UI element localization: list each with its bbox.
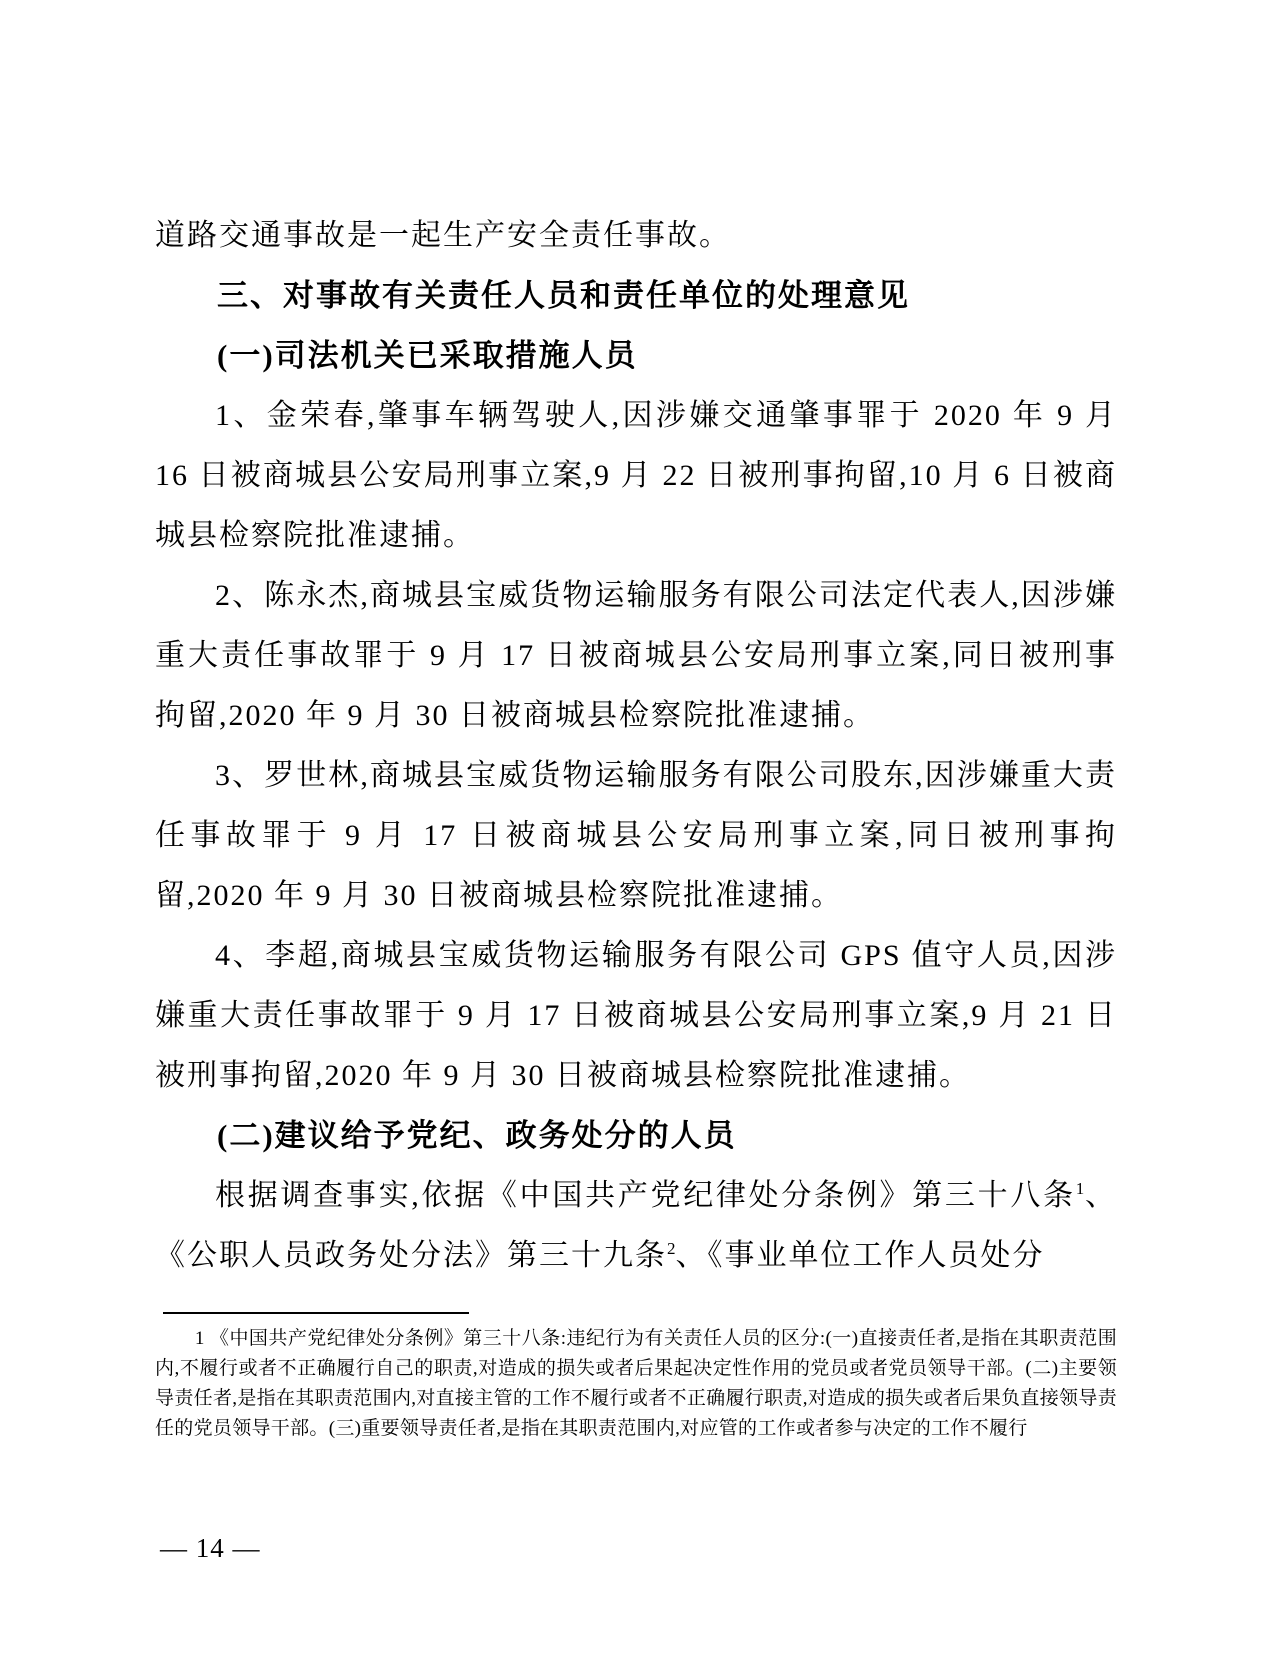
footnote-1 <box>155 1324 1117 1444</box>
footnote-ref-2: 2 <box>667 1239 676 1258</box>
paragraph-continuation: 道路交通事故是一起生产安全责任事故。 <box>155 219 731 252</box>
legal-basis-segment-1: 根据调查事实,依据《中国共产党纪律处分条例》第三十八条 <box>215 1179 1076 1212</box>
paragraph-legal-basis <box>155 1166 1117 1286</box>
page-number: — 14 — <box>160 1533 261 1563</box>
legal-basis-segment-3: 、《事业单位工作人员处分 <box>675 1239 1045 1272</box>
footnote-area <box>155 1312 1117 1444</box>
footnote-ref-1: 1 <box>1075 1179 1085 1198</box>
document-body <box>155 206 1117 1444</box>
paragraph-person-3: 3、罗世林,商城县宝威货物运输服务有限公司股东,因涉嫌重大责任事故罪于 9 月 17 日被商城县公安局刑事立案,同日被刑事拘留,2020 年 9 月 30 日被商城县检察院批准逮捕。 <box>155 759 1117 912</box>
subsection-1-heading: (一)司法机关已采取措施人员 <box>217 338 638 373</box>
footnote-separator <box>163 1312 469 1314</box>
footnote-1-marker: 1 <box>194 1328 205 1349</box>
footnote-1-text: 《中国共产党纪律处分条例》第三十八条:违纪行为有关责任人员的区分:(一)直接责任者,是指在其职责范围内,不履行或者不正确履行自己的职责,对造成的损失或者后果起决定性作用的党员或者党员领导干部。(二)主要领导责任者,是指在其职责范围内,对直接主管的工作不履行或者不正确履行职责,对造成的损失或者后果负直接领导责任的党员领导干部。(三)重要领导责任者,是指在其职责范围内,对应管的工作或者参与决定的工作不履行 <box>155 1328 1117 1439</box>
section-heading: 三、对事故有关责任人员和责任单位的处理意见 <box>217 278 910 313</box>
paragraph-person-2: 2、陈永杰,商城县宝威货物运输服务有限公司法定代表人,因涉嫌重大责任事故罪于 9 月 17 日被商城县公安局刑事立案,同日被刑事拘留,2020 年 9 月 30 日被商城县检察院批准逮捕。 <box>155 579 1117 732</box>
legal-basis-segment-2: 、《公职人员政务处分法》第三十九条 <box>155 1179 1118 1272</box>
subsection-2-heading: (二)建议给予党纪、政务处分的人员 <box>217 1118 737 1153</box>
paragraph-person-4: 4、李超,商城县宝威货物运输服务有限公司 GPS 值守人员,因涉嫌重大责任事故罪于 9 月 17 日被商城县公安局刑事立案,9 月 21 日被刑事拘留,2020 年 9 月 30 日被商城县检察院批准逮捕。 <box>155 939 1117 1092</box>
paragraph-person-1: 1、金荣春,肇事车辆驾驶人,因涉嫌交通肇事罪于 2020 年 9 月 16 日被商城县公安局刑事立案,9 月 22 日被刑事拘留,10 月 6 日被商城县检察院批准逮捕。 <box>155 399 1117 552</box>
